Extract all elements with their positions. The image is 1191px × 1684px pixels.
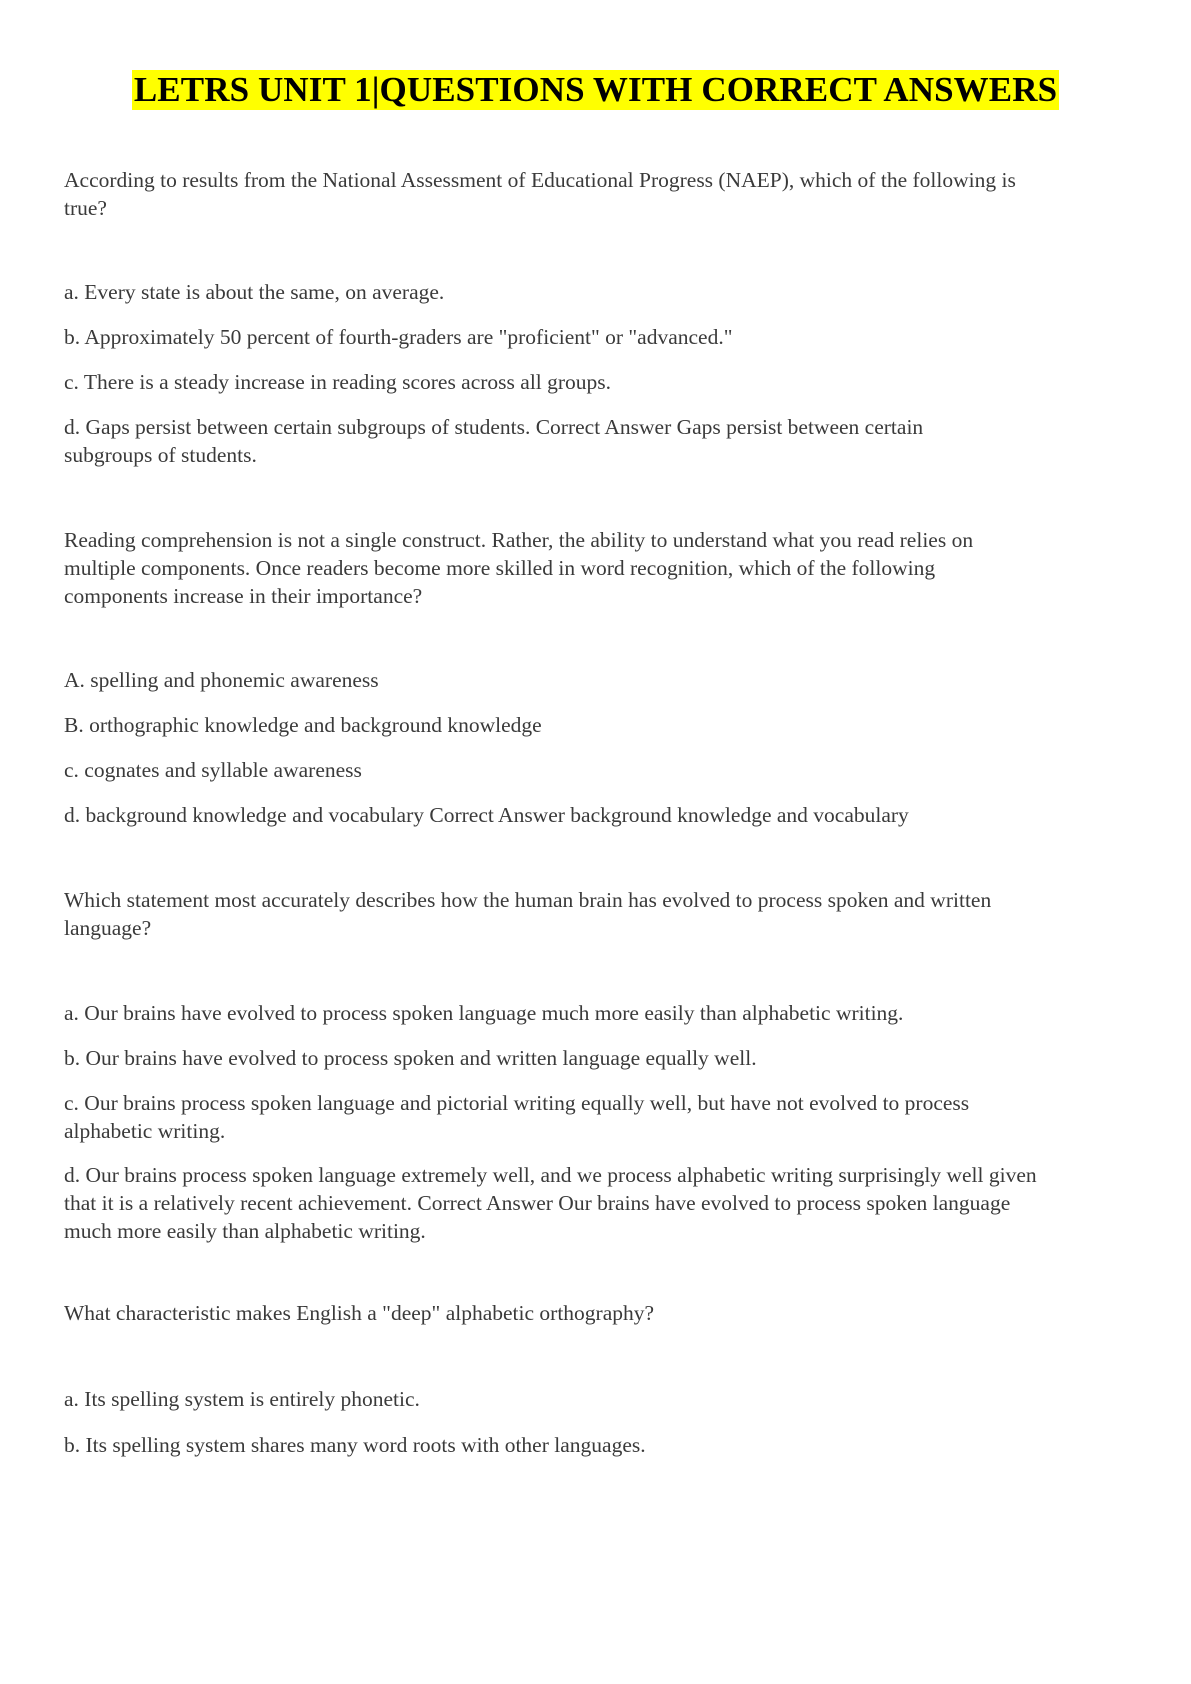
option-item: a. Our brains have evolved to process spoken language much more easily than alphabetic writing. [64, 1001, 904, 1025]
option-item: b. Our brains have evolved to process spoken and written language equally well. [64, 1046, 757, 1070]
question-text: What characteristic makes English a "deep" alphabetic orthography? [64, 1301, 655, 1325]
option-item: A. spelling and phonemic awareness [64, 668, 379, 692]
option-row [64, 323, 1044, 351]
option-item-with-answer: d. Gaps persist between certain subgroups of students. Correct Answer Gaps persist between certain subgroups of students. [64, 415, 924, 467]
option-row [64, 711, 1044, 739]
option-item: a. Every state is about the same, on average. [64, 280, 445, 304]
question-text: Which statement most accurately describes how the human brain has evolved to process spoken and written language? [64, 888, 992, 940]
option-item: c. Our brains process spoken language and pictorial writing equally well, but have not evolved to process alphabetic writing. [64, 1091, 970, 1143]
question-block-2 [64, 526, 1039, 610]
title-container [70, 0, 1121, 112]
question-text: According to results from the National Assessment of Educational Progress (NAEP), which of the following is true? [64, 168, 1016, 220]
option-row [64, 1161, 1039, 1245]
option-row [64, 666, 1044, 694]
options-list-1 [64, 278, 1044, 306]
option-item: b. Approximately 50 percent of fourth-graders are "proficient" or "advanced." [64, 325, 733, 349]
question-block-4 [64, 1299, 1044, 1327]
option-row [64, 1089, 1024, 1145]
option-row [64, 801, 1064, 829]
option-row [64, 1431, 1044, 1459]
option-item-with-answer: d. background knowledge and vocabulary Correct Answer background knowledge and vocabulary [64, 803, 909, 827]
question-block-3 [64, 886, 1044, 942]
option-row [64, 1385, 1044, 1413]
question-block-1 [64, 166, 1044, 222]
option-item-with-answer: d. Our brains process spoken language extremely well, and we process alphabetic writing surprisingly well given that it is a relatively recent achievement. Correct Answer Our brains have evolved to process spoken language much more easily than alphabetic writing. [64, 1163, 1037, 1243]
option-item: c. cognates and syllable awareness [64, 758, 362, 782]
option-row [64, 413, 1004, 469]
option-item: b. Its spelling system shares many word roots with other languages. [64, 1433, 646, 1457]
option-row [64, 999, 1064, 1027]
option-row [64, 368, 1044, 396]
question-text: Reading comprehension is not a single construct. Rather, the ability to understand what you read relies on multiple components. Once readers become more skilled in word recognition, which of the following components increase in their importance? [64, 528, 974, 608]
option-item: B. orthographic knowledge and background knowledge [64, 713, 542, 737]
option-item: a. Its spelling system is entirely phonetic. [64, 1387, 420, 1411]
option-row [64, 1044, 1064, 1072]
document-title: LETRS UNIT 1|QUESTIONS WITH CORRECT ANSWERS [133, 70, 1058, 109]
option-item: c. There is a steady increase in reading scores across all groups. [64, 370, 612, 394]
option-row [64, 756, 1044, 784]
